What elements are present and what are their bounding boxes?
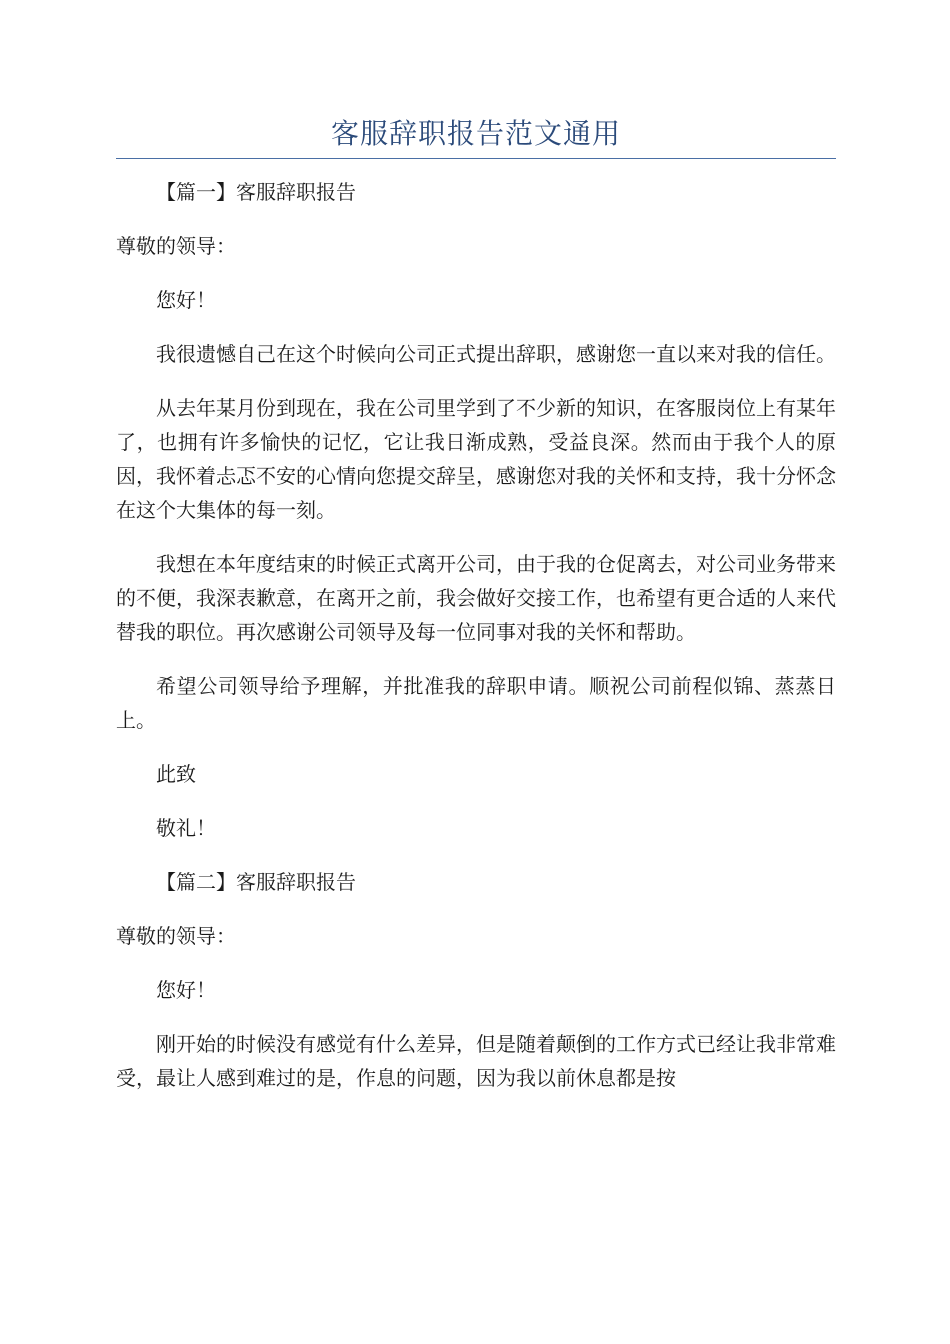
body-paragraph: 希望公司领导给予理解，并批准我的辞职申请。顺祝公司前程似锦、蒸蒸日上。 <box>116 674 836 732</box>
salutation: 尊敬的领导： <box>116 924 236 948</box>
document-title: 客服辞职报告范文通用 <box>116 112 836 159</box>
closing-line: 此致 <box>156 762 196 786</box>
closing-salute: 敬礼！ <box>156 816 216 840</box>
greeting: 您好！ <box>156 288 216 312</box>
body-paragraph: 从去年某月份到现在，我在公司里学到了不少新的知识，在客服岗位上有某年了，也拥有许多愉快的记忆，它让我日渐成熟，受益良深。然而由于我个人的原因，我怀着忐忑不安的心情向您提交辞呈，感谢您对我的关怀和支持，我十分怀念在这个大集体的每一刻。 <box>116 396 836 522</box>
section-heading-2: 【篇二】客服辞职报告 <box>156 870 356 894</box>
body-paragraph: 我想在本年度结束的时候正式离开公司，由于我的仓促离去，对公司业务带来的不便，我深表歉意，在离开之前，我会做好交接工作，也希望有更合适的人来代替我的职位。再次感谢公司领导及每一位同事对我的关怀和帮助。 <box>116 552 836 644</box>
salutation: 尊敬的领导： <box>116 234 236 258</box>
section-heading-1: 【篇一】客服辞职报告 <box>156 180 356 204</box>
greeting: 您好！ <box>156 978 216 1002</box>
body-paragraph: 刚开始的时候没有感觉有什么差异，但是随着颠倒的工作方式已经让我非常难受，最让人感到难过的是，作息的问题，因为我以前休息都是按 <box>116 1032 836 1090</box>
document-page <box>116 112 836 1115</box>
body-paragraph: 我很遗憾自己在这个时候向公司正式提出辞职，感谢您一直以来对我的信任。 <box>156 342 836 366</box>
document-body <box>116 175 836 1095</box>
